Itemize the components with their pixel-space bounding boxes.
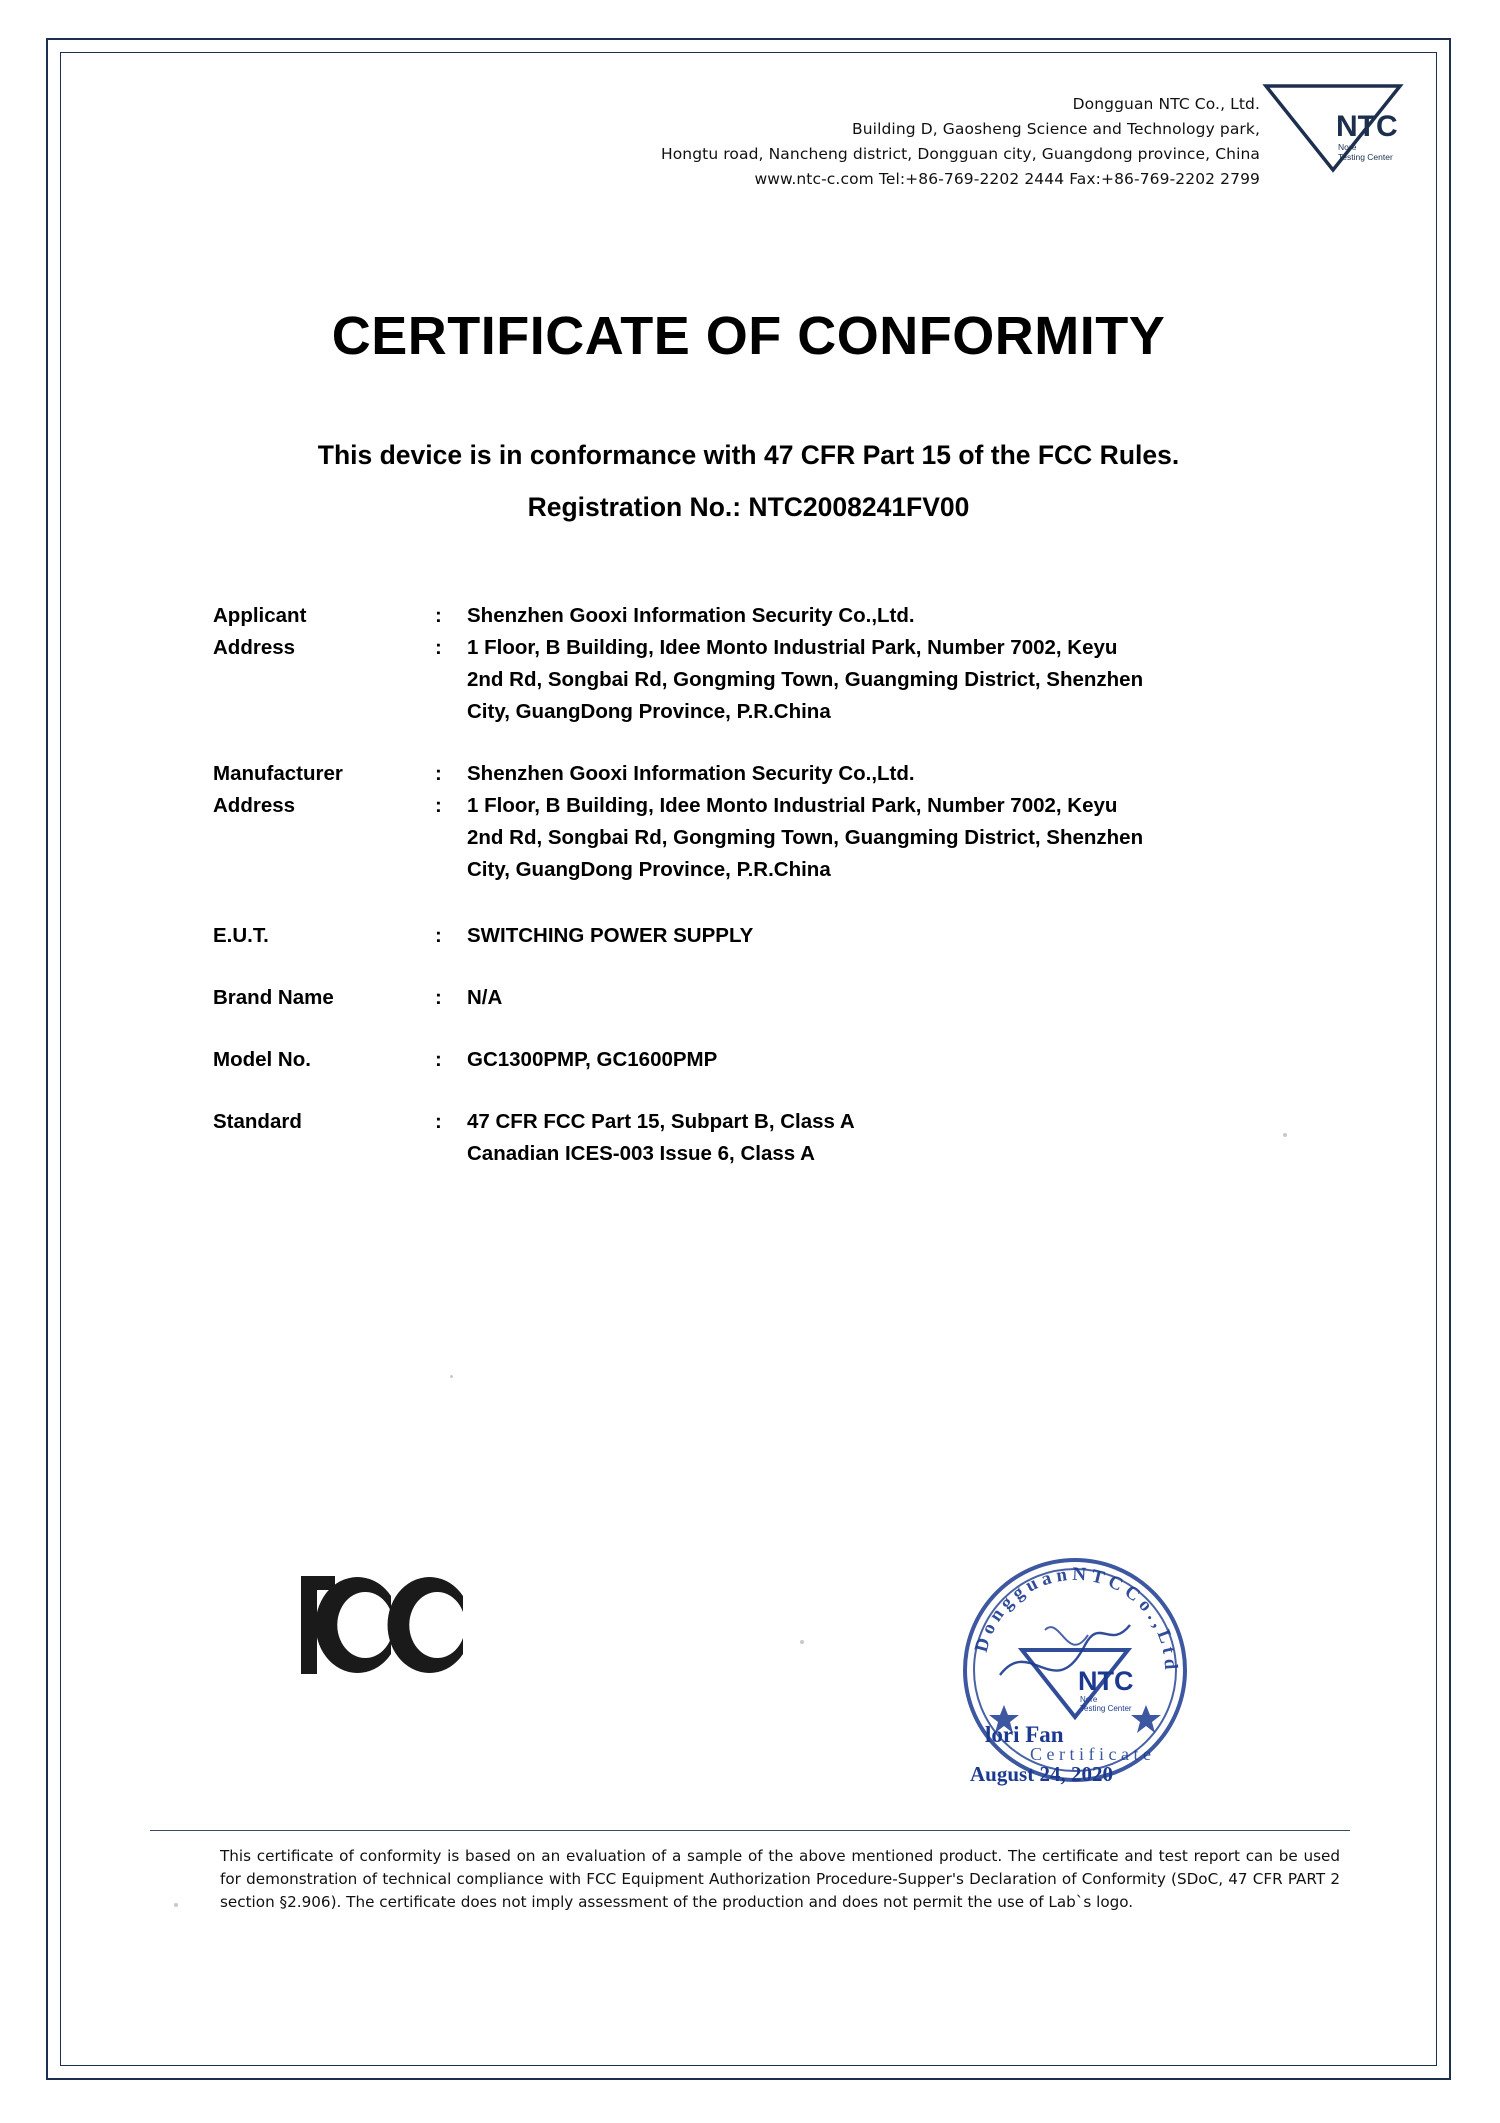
row-spacer (213, 886, 1393, 920)
company-address-header (330, 92, 1260, 192)
detail-value-line: GC1300PMP, GC1600PMP (467, 1048, 718, 1071)
detail-row-standard (213, 1106, 1393, 1170)
detail-label: Address (213, 636, 296, 659)
detail-value-line: 47 CFR FCC Part 15, Subpart B, Class A (467, 1110, 855, 1133)
detail-label: E.U.T. (213, 924, 269, 947)
detail-value-line: Shenzhen Gooxi Information Security Co.,Ltd. (467, 762, 915, 785)
detail-value-line: City, GuangDong Province, P.R.China (467, 858, 831, 881)
footer-divider (150, 1830, 1350, 1831)
detail-row-eut (213, 920, 1393, 952)
svg-text:D o n g g u a n N T C C o .: D o n g g u a n N T C C o . , L t d (970, 1563, 1182, 1671)
registration-number: Registration No.: NTC2008241FV00 (527, 492, 970, 522)
detail-value (467, 758, 1393, 790)
detail-row-applicant (213, 600, 1393, 632)
detail-value-line: 1 Floor, B Building, Idee Monto Industrial Park, Number 7002, Keyu (467, 636, 1118, 659)
footer-note: This certificate of conformity is based on an evaluation of a sample of the above mentioned product. The certificate and test report can be used for demonstration of technical compliance with FCC Equipment Authorization Procedure-Supper's Declaration of Conformity (SDoC, 47 CFR PART 2 section §2.906). The certificate does not imply assessment of the production and does not permit the use of Lab`s logo. (220, 1847, 1340, 1911)
detail-colon: : (435, 986, 442, 1009)
svg-text:Testing Center: Testing Center (1080, 1704, 1132, 1713)
detail-value (467, 790, 1393, 886)
detail-value-line: 2nd Rd, Songbai Rd, Gongming Town, Guangming District, Shenzhen (467, 668, 1144, 691)
detail-label: Address (213, 794, 296, 817)
detail-value (467, 1044, 1393, 1076)
svg-text:NTC: NTC (1078, 1666, 1134, 1696)
svg-text:C e r t i f i c a t e: C e r t i f i c a t e (1030, 1744, 1151, 1764)
svg-text:Nore: Nore (1080, 1695, 1098, 1704)
svg-text:Nore: Nore (1338, 142, 1357, 152)
detail-value (467, 600, 1393, 632)
header-line-3: Hongtu road, Nancheng district, Dongguan city, Guangdong province, China (660, 145, 1260, 163)
detail-value (467, 920, 1393, 952)
scan-speck (1283, 1133, 1287, 1137)
detail-label: Standard (213, 1110, 302, 1133)
scan-speck (800, 1640, 804, 1644)
detail-value (467, 1106, 1393, 1170)
detail-label: Applicant (213, 604, 307, 627)
detail-label: Model No. (213, 1048, 311, 1071)
detail-value-line: Shenzhen Gooxi Information Security Co.,Ltd. (467, 604, 915, 627)
detail-row-applicant-address (213, 632, 1393, 728)
detail-value-line: 1 Floor, B Building, Idee Monto Industrial Park, Number 7002, Keyu (467, 794, 1118, 817)
detail-value-line: 2nd Rd, Songbai Rd, Gongming Town, Guangming District, Shenzhen (467, 826, 1144, 849)
detail-colon: : (435, 762, 442, 785)
detail-colon: : (435, 636, 442, 659)
detail-colon: : (435, 924, 442, 947)
detail-row-manufacturer-address (213, 790, 1393, 886)
detail-row-brand-name (213, 982, 1393, 1014)
detail-value (467, 982, 1393, 1014)
fcc-logo-icon (295, 1570, 475, 1680)
detail-label: Brand Name (213, 986, 334, 1009)
header-line-2: Building D, Gaosheng Science and Technology park, (852, 120, 1260, 138)
detail-label: Manufacturer (213, 762, 343, 785)
header-line-4: www.ntc-c.com Tel:+86-769-2202 2444 Fax:+86-769-2202 2799 (754, 170, 1260, 188)
page-title: CERTIFICATE OF CONFORMITY (331, 306, 1166, 366)
detail-value-line: Canadian ICES-003 Issue 6, Class A (467, 1142, 815, 1165)
conformance-statement: This device is in conformance with 47 CFR Part 15 of the FCC Rules. (317, 440, 1180, 470)
detail-row-manufacturer (213, 758, 1393, 790)
row-spacer (213, 728, 1393, 758)
row-spacer (213, 1014, 1393, 1044)
scan-speck (174, 1903, 178, 1907)
row-spacer (213, 1076, 1393, 1106)
detail-colon: : (435, 1048, 442, 1071)
detail-value-line: N/A (467, 986, 503, 1009)
details-table (213, 600, 1393, 1170)
ntc-logo-icon (1258, 78, 1408, 178)
signature-name: lori Fan (985, 1722, 1064, 1747)
company-stamp (960, 1555, 1190, 1785)
scan-speck (450, 1375, 453, 1378)
detail-value-line: City, GuangDong Province, P.R.China (467, 700, 831, 723)
svg-text:NTC: NTC (1336, 110, 1398, 143)
header-line-1: Dongguan NTC Co., Ltd. (1072, 95, 1260, 113)
detail-colon: : (435, 794, 442, 817)
detail-colon: : (435, 1110, 442, 1133)
detail-value-line: SWITCHING POWER SUPPLY (467, 924, 754, 947)
svg-text:Testing Center: Testing Center (1338, 152, 1393, 162)
row-spacer (213, 952, 1393, 982)
detail-value (467, 632, 1393, 728)
detail-colon: : (435, 604, 442, 627)
signature-date: August 24, 2020 (970, 1762, 1113, 1786)
detail-row-model-no (213, 1044, 1393, 1076)
